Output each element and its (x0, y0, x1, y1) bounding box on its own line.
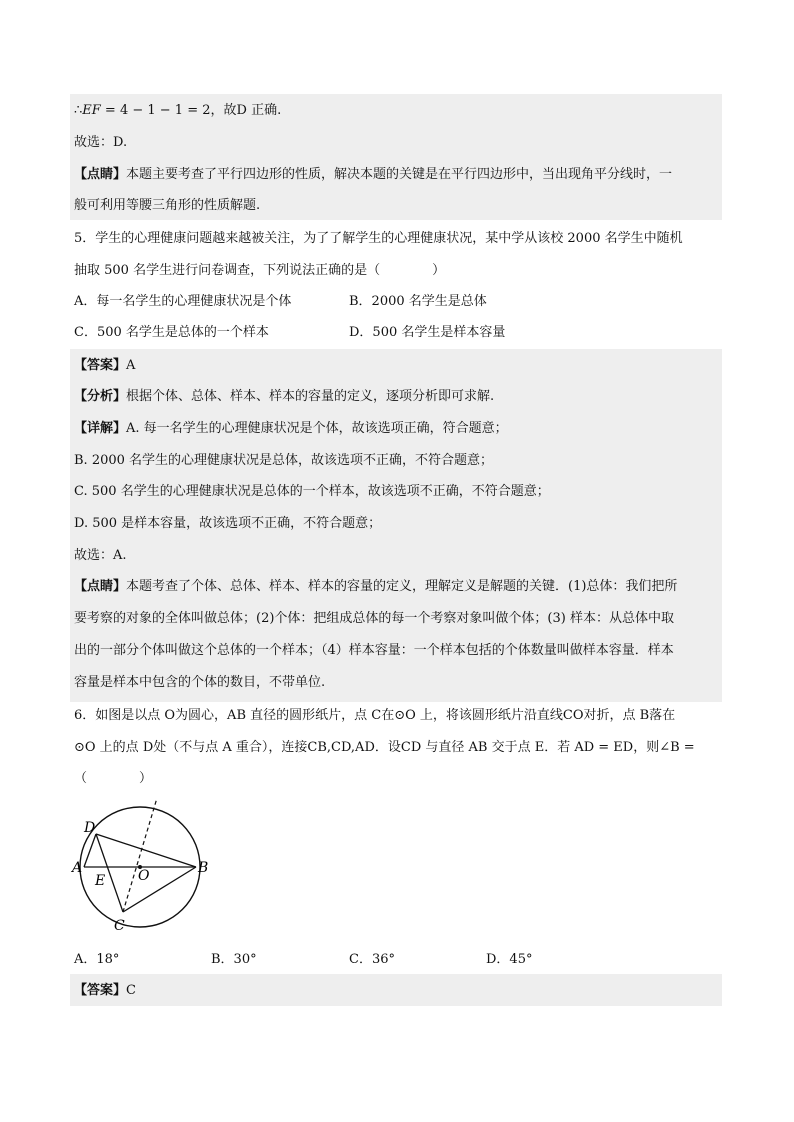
label-d: D (84, 820, 96, 836)
q5-stem-line-2: 抽取 500 名学生进行问卷调查，下列说法正确的是（ ） (74, 263, 446, 278)
q5-option-c: C．500 名学生是总体的一个样本 (74, 325, 269, 340)
q5-answer: 【答案】A (74, 358, 136, 373)
equation-line: ∴EF = 4 − 1 − 1 = 2，故D 正确. (74, 103, 282, 118)
q6-stem-line-2: ⊙O 上的点 D处（不与点 A 重合），连接CB,CD,AD．设CD 与直径 AB 交于点 E．若 AD = ED，则∠B = (74, 740, 695, 755)
q5-analysis: 【分析】根据个体、总体、样本、样本的容量的定义，逐项分析即可求解. (74, 389, 495, 404)
dianjing-line-2: 般可利用等腰三角形的性质解题. (74, 198, 261, 213)
q5-option-b: B．2000 名学生是总体 (349, 294, 487, 309)
label-c: C (114, 918, 125, 934)
segment-ad (84, 834, 96, 867)
circle-figure (68, 794, 218, 944)
q6-option-a: A．18° (74, 952, 120, 967)
q6-stem-line-1: 6．如图是以点 O为圆心，AB 直径的圆形纸片，点 C在⊙O 上，将该圆形纸片沿直线CO对折，点 B落在 (74, 708, 676, 723)
q5-dianjing-line-1: 【点睛】本题考查了个体、总体、样本、样本的容量的定义，理解定义是解题的关键．(1)总体：我们把所 (74, 579, 678, 594)
q6-option-b: B．30° (211, 952, 257, 967)
q6-stem-line-3: （ ） (74, 771, 153, 786)
label-o: O (138, 868, 150, 884)
q5-detail-d: D. 500 是样本容量，故该选项不正确，不符合题意； (74, 516, 382, 531)
choose-line: 故选：D. (74, 135, 128, 150)
q6-option-d: D．45° (486, 952, 533, 967)
q5-stem-line-1: 5．学生的心理健康问题越来越被关注，为了了解学生的心理健康状况，某中学从该校 2000 名学生中随机 (74, 231, 683, 246)
q5-dianjing-line-3: 出的一部分个体叫做这个总体的一个样本；（4）样本容量：一个样本包括的个体数量叫做样本容量．样本 (74, 643, 674, 658)
q5-dianjing-line-4: 容量是样本中包含的个体的数目，不带单位. (74, 675, 326, 690)
q6-option-c: C．36° (349, 952, 395, 967)
q5-option-d: D．500 名学生是样本容量 (349, 325, 506, 340)
q5-option-a: A．每一名学生的心理健康状况是个体 (74, 294, 292, 309)
label-e: E (95, 873, 106, 889)
label-a: A (72, 860, 83, 876)
dianjing-line-1: 【点睛】本题主要考查了平行四边形的性质，解决本题的关键是在平行四边形中，当出现角平分线时，一 (74, 167, 673, 182)
segment-cb (123, 867, 196, 912)
q5-detail-c: C. 500 名学生的心理健康状况是总体的一个样本，故该选项不正确，不符合题意； (74, 484, 550, 499)
q5-dianjing-line-2: 要考察的对象的全体叫做总体；(2)个体：把组成总体的每一个考察对象叫做个体；(3) 样本：从总体中取 (74, 611, 674, 626)
q6-answer: 【答案】C (74, 983, 136, 998)
q5-choose: 故选：A. (74, 548, 127, 563)
segment-db (96, 834, 196, 867)
solution-shade-q6 (70, 974, 722, 1006)
q5-detail-b: B. 2000 名学生的心理健康状况是总体，故该选项不正确，不符合题意； (74, 453, 494, 468)
q5-detail-a: 【详解】A. 每一名学生的心理健康状况是个体，故该选项正确，符合题意； (74, 421, 508, 436)
label-b: B (198, 860, 209, 876)
